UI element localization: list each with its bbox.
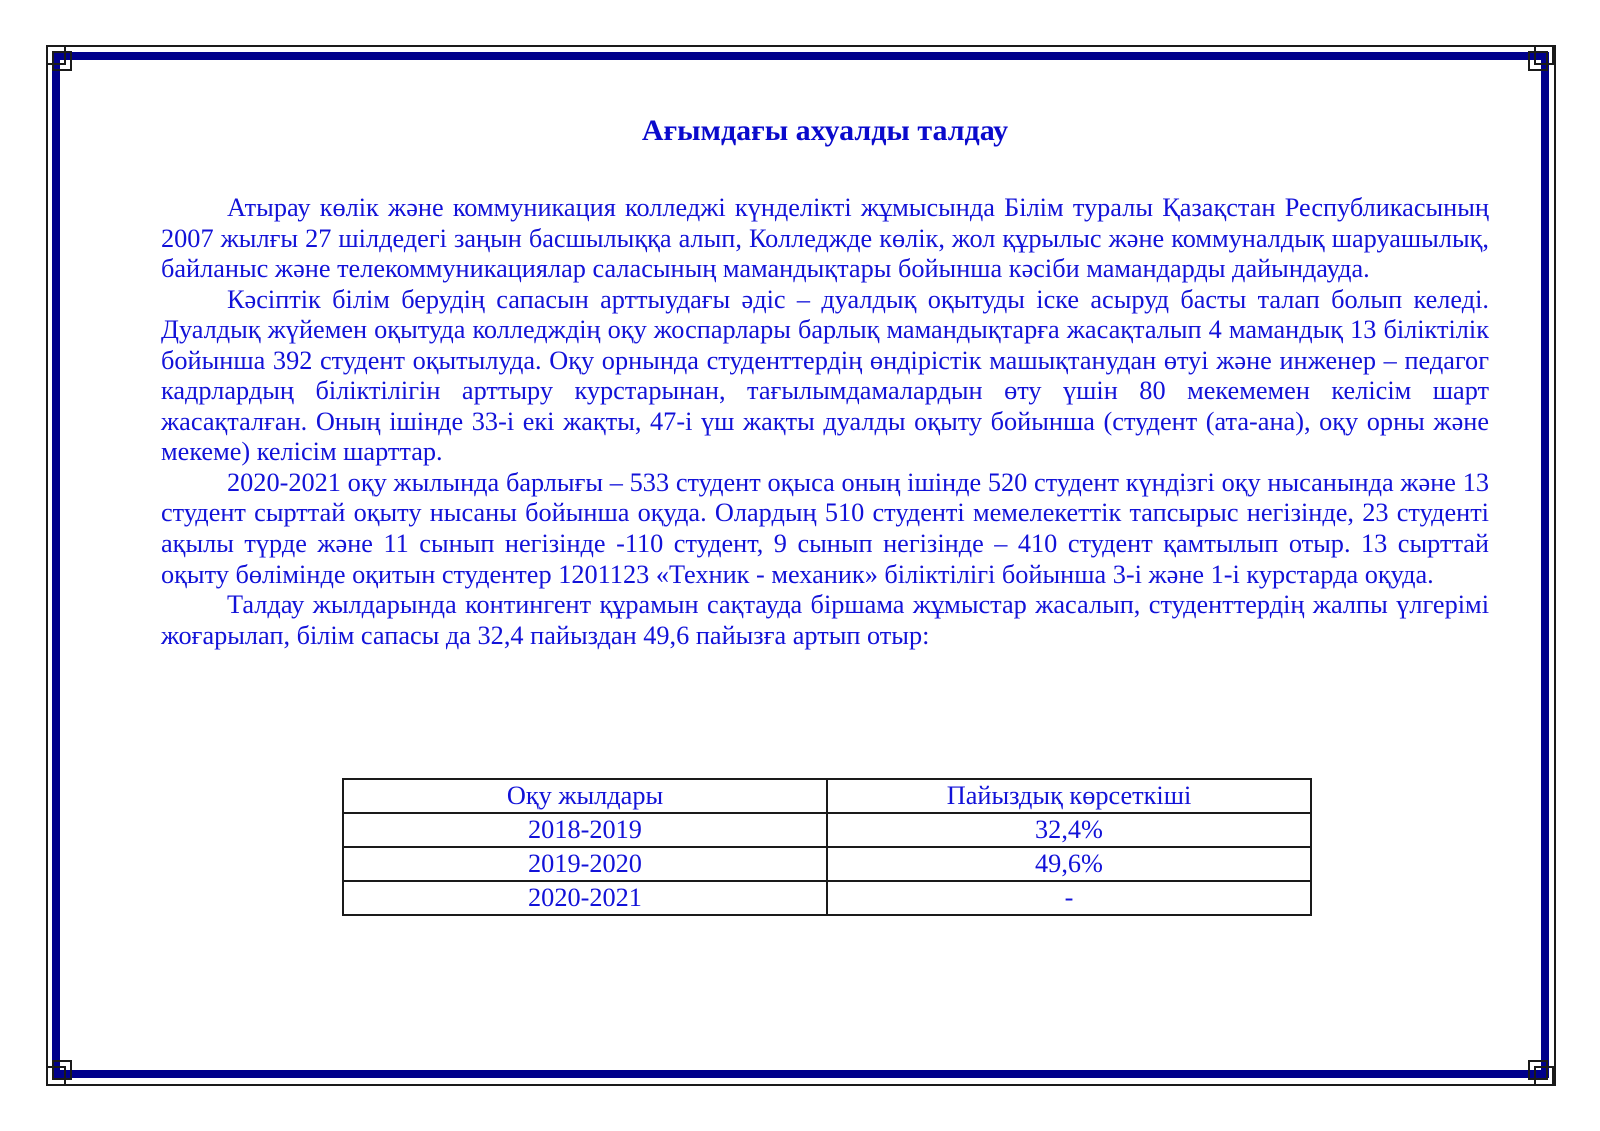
body-text <box>161 193 1489 651</box>
table-row <box>343 881 1311 915</box>
cell-academic-year: 2020-2021 <box>343 881 827 915</box>
paragraph: Талдау жылдарында контингент құрамын сақтауда біршама жұмыстар жасалып, студенттердің жалпы үлгерімі жоғарылап, білім сапасы да 32,4 пайыздан 49,6 пайызға артып отыр: <box>161 590 1489 650</box>
page-title: Ағымдағы ахуалды талдау <box>641 114 1009 147</box>
quality-percent-table <box>342 778 1312 916</box>
paragraph: Кәсіптік білім берудің сапасын арттыудағы әдіс – дуалдық оқытуды іске асыруд басты талап болып келеді. Дуалдық жүйемен оқытуда колледждің оқу жоспарлары барлық мамандықтарға жасақталып 4 мамандық 13 біліктілік бойынша 392 студент оқытылуда. Оқу орнында студенттердің өндірістік машықтанудан өтуі және инженер – педагог кадрлардың біліктілігін арттыру курстарынан, тағылымдамалардын өту үшін 80 мекемемен келісім шарт жасақталған. Оның ішінде 33-і екі жақты, 47-і үш жақты дуалды оқыту бойынша (студент (ата-ана), оқу орны және мекеме) келісім шарттар. <box>161 284 1489 467</box>
corner-ornament-top-right <box>1528 51 1548 71</box>
column-header-percentage: Пайыздық көрсеткіші <box>827 779 1311 813</box>
table-row <box>343 813 1311 847</box>
corner-ornament-bottom-left <box>52 1060 72 1080</box>
paragraph: Атырау көлік және коммуникация колледжі күнделікті жұмысында Білім туралы Қазақстан Республикасының 2007 жылғы 27 шілдедегі заңын басшылыққа алып, Колледжде көлік, жол құрылыс және коммуналдық шаруашылық, байланыс және телекоммуникациялар саласының мамандықтары бойынша кәсіби мамандарды дайындауда. <box>161 193 1489 284</box>
cell-academic-year: 2018-2019 <box>343 813 827 847</box>
paragraph: 2020-2021 оқу жылында барлығы – 533 студент оқыса оның ішінде 520 студент күндізгі оқу нысанында және 13 студент сырттай оқыту нысаны бойынша оқуда. Олардың 510 студенті мемелекеттік тапсырыс негізінде, 23 студенті ақылы түрде және 11 сынып негізінде -110 студент, 9 сынып негізінде – 410 студент қамтылып отыр. 13 сырттай оқыту бөлімінде оқитын студентер 1201123 «Техник - механик» біліктілігі бойынша 3-і және 1-і курстарда оқуда. <box>161 467 1489 589</box>
corner-ornament-bottom-right <box>1528 1060 1548 1080</box>
corner-ornament-top-left <box>52 51 72 71</box>
table-row <box>343 847 1311 881</box>
table-header-row <box>343 779 1311 813</box>
column-header-academic-years: Оқу жылдары <box>343 779 827 813</box>
cell-academic-year: 2019-2020 <box>343 847 827 881</box>
cell-percentage: - <box>827 881 1311 915</box>
cell-percentage: 32,4% <box>827 813 1311 847</box>
cell-percentage: 49,6% <box>827 847 1311 881</box>
